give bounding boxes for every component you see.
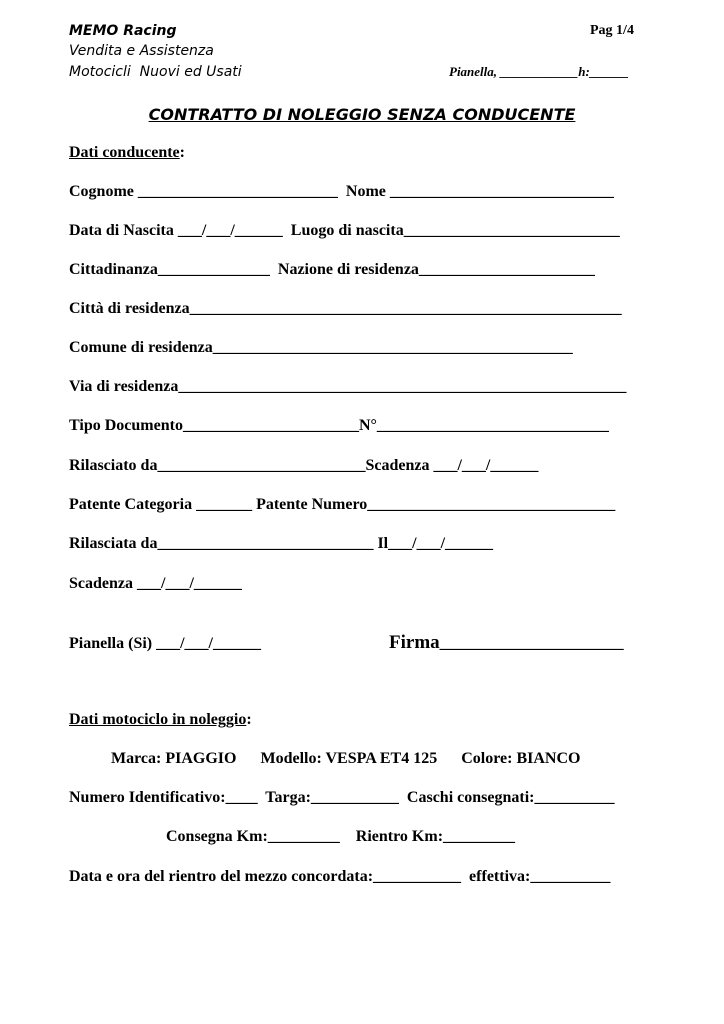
- company-subtagline: Motocicli Nuovi ed Usati: [69, 64, 242, 80]
- driver-section-heading: [69, 143, 185, 163]
- vehicle-section-heading: [69, 710, 252, 730]
- row-street[interactable]: Via di residenza________________________________________________________: [69, 378, 627, 395]
- page-title: CONTRATTO DI NOLEGGIO SENZA CONDUCENTE: [148, 105, 576, 124]
- company-name: MEMO Racing: [69, 23, 177, 39]
- row-municipality[interactable]: Comune di residenza_____________________________________________: [69, 339, 573, 356]
- row-citizenship[interactable]: Cittadinanza______________ Nazione di residenza______________________: [69, 261, 595, 278]
- vehicle-return-datetime[interactable]: Data e ora del rientro del mezzo concordata:___________ effettiva:__________: [69, 868, 611, 885]
- row-surname-name[interactable]: Cognome _________________________ Nome ____________________________: [69, 183, 614, 200]
- company-tagline: Vendita e Assistenza: [69, 43, 214, 59]
- driver-heading-text: Dati conducente: [69, 144, 180, 161]
- signature-field[interactable]: [389, 631, 624, 656]
- signature-line: _______________________: [439, 635, 624, 652]
- vehicle-heading-text: Dati motociclo in noleggio: [69, 711, 247, 728]
- row-document[interactable]: Tipo Documento______________________N°_____________________________: [69, 417, 609, 434]
- vehicle-id-plate-helmets[interactable]: Numero Identificativo:____ Targa:___________ Caschi consegnati:__________: [69, 789, 615, 806]
- vehicle-heading-colon: :: [246, 711, 252, 728]
- row-license-issued[interactable]: Rilasciata da___________________________ Il___/___/______: [69, 535, 494, 552]
- row-license[interactable]: Patente Categoria _______ Patente Numero_______________________________: [69, 496, 616, 513]
- driver-heading-colon: :: [179, 144, 185, 161]
- page-number: Pag 1/4: [590, 23, 634, 38]
- signature-label: Firma: [389, 632, 440, 653]
- row-issued-by[interactable]: Rilasciato da__________________________Scadenza ___/___/______: [69, 457, 539, 474]
- vehicle-km[interactable]: Consegna Km:_________ Rientro Km:_________: [166, 828, 516, 845]
- vehicle-make-model: Marca: PIAGGIO Modello: VESPA ET4 125 Colore: BIANCO: [111, 750, 581, 767]
- row-birth[interactable]: Data di Nascita ___/___/______ Luogo di nascita___________________________: [69, 222, 620, 239]
- row-city[interactable]: Città di residenza______________________________________________________: [69, 300, 622, 317]
- signature-place-date[interactable]: Pianella (Si) ___/___/______: [69, 635, 261, 652]
- row-expiry[interactable]: Scadenza ___/___/______: [69, 575, 242, 592]
- place-date-field: Pianella, ____________h:______: [449, 64, 629, 79]
